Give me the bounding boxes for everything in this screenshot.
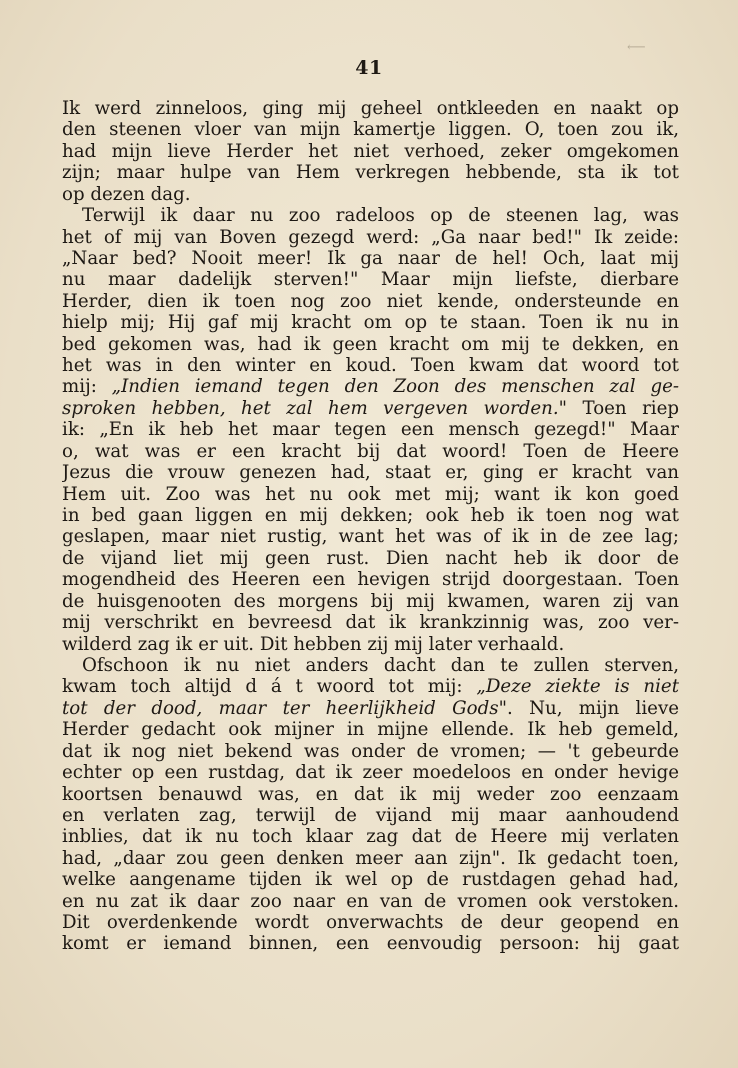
- text-line: den steenen vloer van mijn kamertje liggen. O, toen zou ik,: [62, 119, 679, 141]
- margin-mark: ⟵: [627, 40, 646, 55]
- text-line: zijn; maar hulpe van Hem verkregen hebbende, sta ik tot: [62, 162, 679, 184]
- text-line: Dit overdenkende wordt onverwachts de deur geopend en: [62, 912, 679, 934]
- text-line: o, wat was er een kracht bij dat woord! Toen de Heere: [62, 440, 679, 462]
- text-line: Jezus die vrouw genezen had, staat er, ging er kracht van: [62, 462, 679, 484]
- text-line: inblies, dat ik nu toch klaar zag dat de Heere mij verlaten: [62, 826, 679, 848]
- text-line: dat ik nog niet bekend was onder de vromen; — 't gebeurde: [62, 740, 679, 762]
- text-line: ik: „En ik heb het maar tegen een mensch gezegd!" Maar: [62, 419, 679, 441]
- text-line: geslapen, maar niet rustig, want het was of ik in de zee lag;: [62, 526, 679, 548]
- text-line: het was in den winter en koud. Toen kwam dat woord tot: [62, 355, 679, 377]
- text-line: Ofschoon ik nu niet anders dacht dan te zullen sterven,: [82, 654, 679, 676]
- text-line: wilderd zag ik er uit. Dit hebben zij mij later verhaald.: [62, 633, 565, 655]
- text-line: Hem uit. Zoo was het nu ook met mij; want ik kon goed: [62, 483, 679, 505]
- text-line: het of mij van Boven gezegd werd: „Ga naar bed!" Ik zeide:: [62, 226, 679, 248]
- text-line: welke aangename tijden ik wel op de rustdagen gehad had,: [62, 869, 679, 891]
- text-line: komt er iemand binnen, een eenvoudig persoon: hij gaat: [62, 933, 679, 955]
- text-segment: mij:: [62, 376, 112, 398]
- italic-quote: tot der dood, maar ter heerlijkheid Gods": [62, 697, 507, 719]
- text-line: Terwijl ik daar nu zoo radeloos op de steenen lag, was: [82, 205, 679, 227]
- text-segment: Toen riep: [567, 397, 679, 419]
- text-segment: kwam toch altijd d á t woord tot mij:: [62, 676, 477, 698]
- text-line: [62, 676, 679, 697]
- italic-quote: sproken hebben, het zal hem vergeven worden.": [62, 397, 568, 419]
- text-line: bed gekomen was, had ik geen kracht om mij te dekken, en: [62, 333, 679, 355]
- text-line: de huisgenooten des morgens bij mij kwamen, waren zij van: [62, 590, 679, 612]
- italic-quote: „Indien iemand tegen den Zoon des menschen zal ge-: [111, 376, 679, 398]
- text-line: had mijn lieve Herder het niet verhoed, zeker omgekomen: [62, 140, 679, 162]
- text-line: [62, 698, 679, 719]
- text-line: Herder, dien ik toen nog zoo niet kende, ondersteunde en: [62, 290, 679, 312]
- text-line: hielp mij; Hij gaf mij kracht om op te staan. Toen ik nu in: [62, 312, 679, 334]
- text-line: mogendheid des Heeren een hevigen strijd doorgestaan. Toen: [62, 569, 679, 591]
- text-line: mij verschrikt en bevreesd dat ik krankzinnig was, zoo ver-: [62, 612, 679, 634]
- text-line: „Naar bed? Nooit meer! Ik ga naar de hel! Och, laat mij: [62, 247, 679, 269]
- text-line: Herder gedacht ook mijner in mijne ellende. Ik heb gemeld,: [62, 719, 679, 741]
- text-line: nu maar dadelijk sterven!" Maar mijn liefste, dierbare: [62, 269, 679, 291]
- text-line: [62, 376, 679, 397]
- text-line: Ik werd zinneloos, ging mij geheel ontkleeden en naakt op: [62, 98, 679, 119]
- text-line: op dezen dag.: [62, 183, 191, 205]
- text-line: in bed gaan liggen en mij dekken; ook heb ik toen nog wat: [62, 505, 679, 527]
- text-line: echter op een rustdag, dat ik zeer moedeloos en onder hevige: [62, 762, 679, 784]
- page-number: 41: [355, 57, 383, 79]
- text-line: de vijand liet mij geen rust. Dien nacht heb ik door de: [62, 547, 679, 569]
- body-text: [62, 98, 679, 955]
- text-line: en verlaten zag, terwijl de vijand mij maar aanhoudend: [62, 804, 679, 826]
- text-line: had, „daar zou geen denken meer aan zijn". Ik gedacht toen,: [62, 847, 679, 869]
- text-segment: . Nu, mijn lieve: [506, 697, 679, 719]
- text-line: en nu zat ik daar zoo naar en van de vromen ook verstoken.: [62, 890, 679, 912]
- italic-quote: „Deze ziekte is niet: [476, 676, 679, 698]
- text-line: koortsen benauwd was, en dat ik mij weder zoo eenzaam: [62, 783, 679, 805]
- text-line: [62, 398, 679, 419]
